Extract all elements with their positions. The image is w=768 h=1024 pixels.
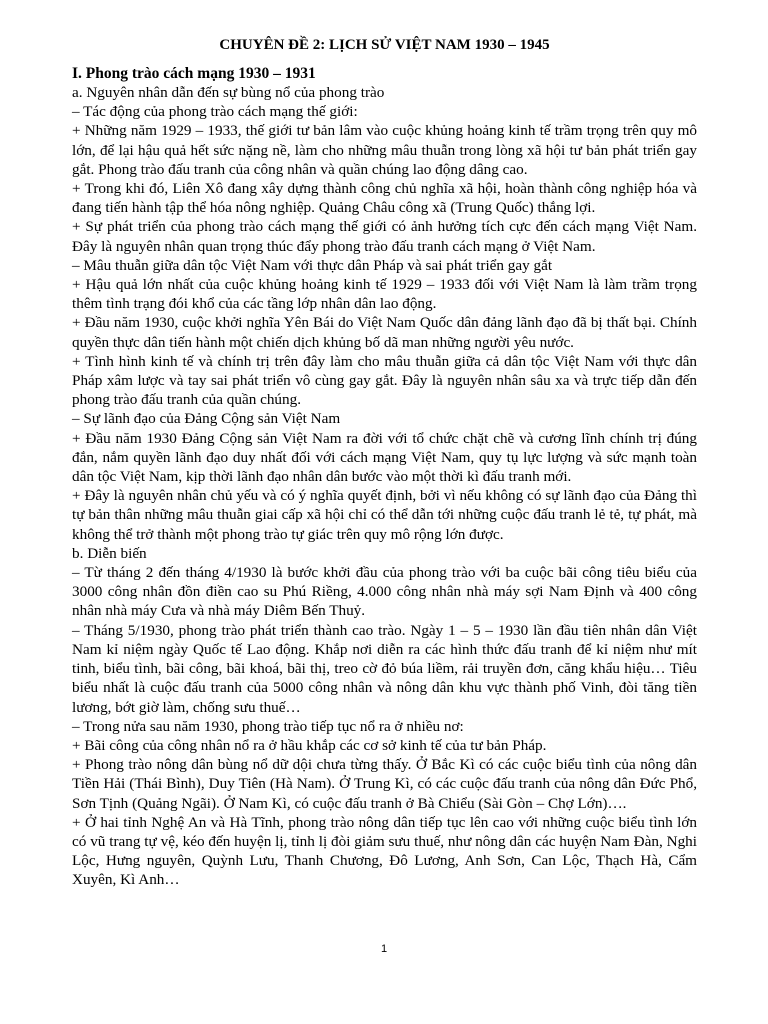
paragraph: + Sự phát triển của phong trào cách mạng thế giới có ảnh hưởng tích cực đến cách mạng Việt Nam. Đây là nguyên nhân quan trọng thúc đẩy phong trào đấu tranh cách mạng ở Việt Nam. [72,218,697,255]
paragraph: + Hậu quả lớn nhất của cuộc khủng hoảng kinh tế 1929 – 1933 đối với Việt Nam là làm trầm trọng thêm tình trạng đói khổ của các tầng lớp nhân dân lao động. [72,276,697,313]
paragraph: – Mâu thuẫn giữa dân tộc Việt Nam với thực dân Pháp và sai phát triển gay gắt [72,256,553,274]
body-text [72,83,697,890]
paragraph: + Tình hình kinh tế và chính trị trên đây làm cho mâu thuẫn giữa cả dân tộc Việt Nam với thực dân Pháp xâm lược và tay sai phát triển vô cùng gay gắt. Đây là nguyên nhân sâu xa và trực tiếp dẫn đến phong trào đấu tranh của quần chúng. [72,352,697,409]
paragraph: + Đầu năm 1930 Đảng Cộng sản Việt Nam ra đời với tổ chức chặt chẽ và cương lĩnh chính trị đúng đắn, nắm quyền lãnh đạo duy nhất đối với cách mạng Việt Nam, quy tụ lực lượng và sức mạnh toàn dân tộc Việt Nam, kịp thời lãnh đạo nhân dân bước vào một thời kì đấu tranh mới. [72,429,697,486]
paragraph: + Bãi công của công nhân nổ ra ở hầu khắp các cơ sở kinh tế của tư bản Pháp. [72,736,547,754]
section-heading: I. Phong trào cách mạng 1930 – 1931 [72,65,316,82]
paragraph: + Ở hai tỉnh Nghệ An và Hà Tĩnh, phong trào nông dân tiếp tục lên cao với những cuộc biểu tình lớn có vũ trang tự vệ, kéo đến huyện lị, tỉnh lị đòi giảm sưu thuế, như nông dân các huyện Nam Đàn, Nghi Lộc, Hưng nguyên, Quỳnh Lưu, Thanh Chương, Đô Lương, Anh Sơn, Can Lộc, Thạch Hà, Cẩm Xuyên, Kì Anh… [72,813,697,889]
page-content [72,36,697,890]
paragraph: – Sự lãnh đạo của Đảng Cộng sản Việt Nam [72,410,341,428]
paragraph: – Từ tháng 2 đến tháng 4/1930 là bước khởi đầu của phong trào với ba cuộc bãi công tiêu biểu của 3000 công nhân đồn điền cao su Phú Riềng, 4.000 công nhân nhà máy sợi Nam Định và 400 công nhân nhà máy Cưa và nhà máy Diêm Bến Thuỷ. [72,564,697,620]
paragraph: + Đây là nguyên nhân chủ yếu và có ý nghĩa quyết định, bởi vì nếu không có sự lãnh đạo của Đảng thì tự bản thân những mâu thuẫn giai cấp xã hội chỉ có thể dẫn tới những cuộc đấu tranh lẻ tẻ, tự phát, mà không thể trở thành một phong trào tự giác trên quy mô rộng lớn được. [72,487,697,543]
paragraph: a. Nguyên nhân dẫn đến sự bùng nổ của phong trào [72,84,385,101]
paragraph: + Đầu năm 1930, cuộc khởi nghĩa Yên Bái do Việt Nam Quốc dân đảng lãnh đạo đã bị thất bại. Chính quyền thực dân tiến hành một chiến dịch khủng bố dã man những người yêu nước. [72,314,697,351]
paragraph: + Những năm 1929 – 1933, thế giới tư bản lâm vào cuộc khủng hoảng kinh tế trầm trọng trên quy mô lớn, để lại hậu quả hết sức nặng nề, làm cho những mâu thuẫn trong lòng xã hội tư bản phát triển gay gắt. Phong trào đấu tranh của công nhân và quần chúng lao động dâng cao. [72,122,697,178]
paragraph: + Phong trào nông dân bùng nổ dữ dội chưa từng thấy. Ở Bắc Kì có các cuộc biểu tình của nông dân Tiền Hải (Thái Bình), Duy Tiên (Hà Nam). Ở Trung Kì, có các cuộc đấu tranh của nông dân Đức Phổ, Sơn Tịnh (Quảng Ngãi). Ở Nam Kì, có cuộc đấu tranh ở Bà Chiểu (Sài Gòn – Chợ Lớn)…. [72,756,697,812]
page-number: 1 [380,943,388,955]
document-title: CHUYÊN ĐỀ 2: LỊCH SỬ VIỆT NAM 1930 – 1945 [219,37,550,53]
paragraph: – Tác động của phong trào cách mạng thế giới: [72,103,358,121]
paragraph: + Trong khi đó, Liên Xô đang xây dựng thành công chủ nghĩa xã hội, hoàn thành công nghiệp hóa và đang tiến hành tập thể hóa nông nghiệp. Quảng Châu công xã (Trung Quốc) thắng lợi. [72,180,697,217]
paragraph: – Tháng 5/1930, phong trào phát triển thành cao trào. Ngày 1 – 5 – 1930 lần đầu tiên nhân dân Việt Nam kỉ niệm ngày Quốc tế Lao động. Khắp nơi diễn ra các hình thức đấu tranh để kỉ niệm như mít tinh, biểu tình, bãi công, bãi khoá, bãi thị, treo cờ đỏ búa liềm, rải truyền đơn, căng khẩu hiệu… Tiêu biểu nhất là cuộc đấu tranh của 5000 công nhân và nông dân khu vực thành phố Vinh, đòi tăng tiền lương, bớt giờ làm, chống sưu thuế… [72,621,697,716]
paragraph: b. Diễn biến [72,544,147,562]
paragraph: – Trong nửa sau năm 1930, phong trào tiếp tục nổ ra ở nhiều nơ: [72,717,464,735]
